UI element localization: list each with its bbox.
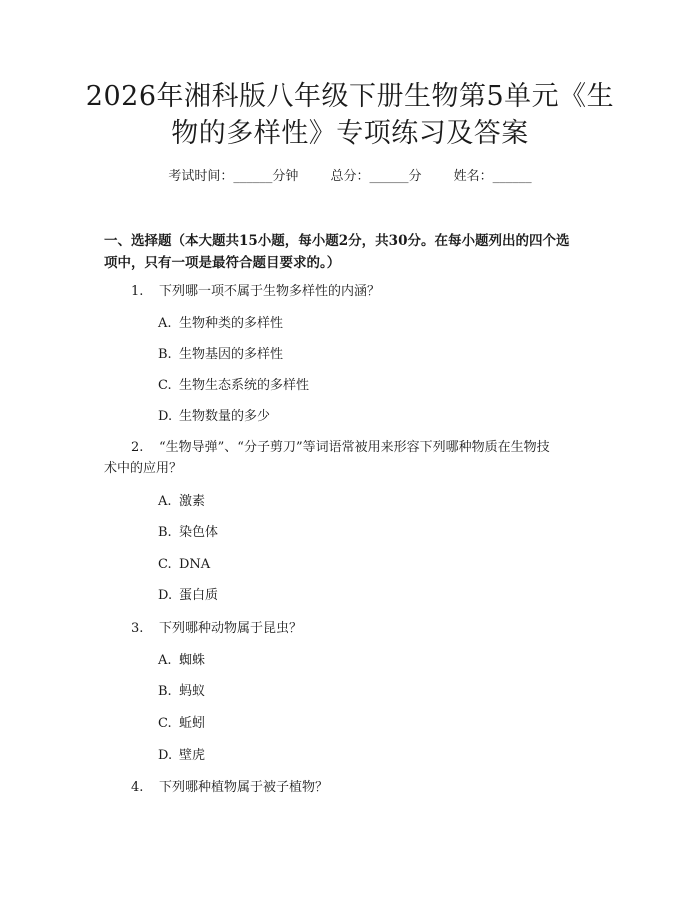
option-text: DNA xyxy=(179,557,211,572)
answer-option xyxy=(158,746,205,766)
option-text: 蛋白质 xyxy=(179,588,219,603)
document-title xyxy=(60,78,640,152)
option-text: 壁虎 xyxy=(179,748,206,763)
question-number: 1. xyxy=(131,284,144,299)
option-letter: C. xyxy=(158,716,172,731)
option-text: 激素 xyxy=(179,494,206,509)
exam-meta xyxy=(0,167,700,187)
question-text: 下列哪一项不属于生物多样性的内涵？ xyxy=(159,284,381,299)
option-text: 染色体 xyxy=(179,525,219,540)
question xyxy=(131,438,601,458)
question xyxy=(131,778,328,798)
option-text: 生物基因的多样性 xyxy=(179,347,284,362)
option-text: 生物生态系统的多样性 xyxy=(179,378,310,393)
option-letter: D. xyxy=(158,748,173,763)
option-letter: C. xyxy=(158,557,172,572)
question-text: “生物导弹”、“分子剪刀”等词语常被用来形容下列哪种物质在生物技 xyxy=(159,440,550,455)
question-text: 下列哪种植物属于被子植物？ xyxy=(159,780,329,795)
answer-option xyxy=(158,314,283,334)
option-text: 蜘蛛 xyxy=(179,653,206,668)
answer-option xyxy=(158,586,218,606)
answer-option xyxy=(158,651,205,671)
option-letter: B. xyxy=(158,684,172,699)
question-number: 4. xyxy=(131,780,144,795)
answer-option xyxy=(158,376,309,396)
answer-option xyxy=(158,345,283,365)
answer-option xyxy=(158,555,210,575)
answer-option xyxy=(158,523,218,543)
option-letter: B. xyxy=(158,525,172,540)
option-text: 生物数量的多少 xyxy=(179,409,271,424)
question-number: 2. xyxy=(131,440,144,455)
answer-option xyxy=(158,492,205,512)
question-text: 下列哪种动物属于昆虫？ xyxy=(159,621,303,636)
question-continuation xyxy=(104,459,182,479)
option-text: 生物种类的多样性 xyxy=(179,316,284,331)
section-header-line-2: 项中，只有一项是最符合题目要求的。） xyxy=(104,255,341,271)
answer-option xyxy=(158,407,270,427)
title-line-1: 2026年湘科版八年级下册生物第5单元《生 xyxy=(85,81,615,112)
option-letter: A. xyxy=(158,316,172,331)
section-header xyxy=(104,230,604,274)
title-line-2: 物的多样性》专项练习及答案 xyxy=(171,118,529,149)
option-letter: D. xyxy=(158,588,173,603)
option-letter: B. xyxy=(158,347,172,362)
option-text: 蚂蚁 xyxy=(179,684,206,699)
answer-option xyxy=(158,714,205,734)
option-letter: D. xyxy=(158,409,173,424)
question-text-line-2: 术中的应用？ xyxy=(104,461,183,476)
question-number: 3. xyxy=(131,621,144,636)
option-letter: C. xyxy=(158,378,172,393)
option-text: 蚯蚓 xyxy=(179,716,206,731)
section-header-line-1: 一、选择题（本大题共15小题，每小题2分，共30分。在每小题列出的四个选 xyxy=(104,233,570,249)
answer-option xyxy=(158,682,205,702)
option-letter: A. xyxy=(158,494,172,509)
student-name-field: 姓名：______ xyxy=(453,169,532,184)
question xyxy=(131,619,302,639)
question xyxy=(131,282,380,302)
total-score-field: 总分：______分 xyxy=(330,169,422,184)
option-letter: A. xyxy=(158,653,172,668)
exam-time-field: 考试时间：______分钟 xyxy=(168,169,299,184)
